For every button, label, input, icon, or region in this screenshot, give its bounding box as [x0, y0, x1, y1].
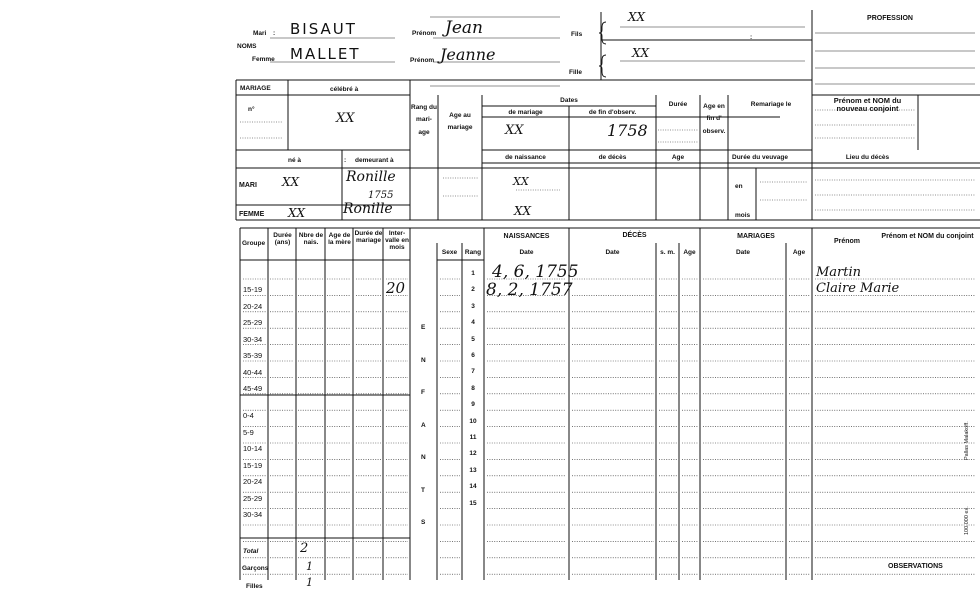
mariage-title: MARIAGE — [240, 85, 271, 92]
nbre-nais-header: Nbre de nais. — [298, 232, 324, 247]
rank-number: 1 — [471, 270, 475, 277]
colon-3: : — [344, 157, 347, 164]
mari-residence[interactable]: Ronille — [346, 169, 396, 185]
deces-header: DÉCÈS — [622, 232, 647, 239]
age-group-bottom: 20-24 — [243, 477, 263, 486]
wife-surname[interactable]: MALLET — [290, 45, 361, 63]
mari-label: Mari — [253, 30, 267, 37]
femme-label: Femme — [252, 56, 275, 63]
colon-2: : — [750, 34, 753, 41]
rank-number: 14 — [469, 483, 477, 491]
rang-mariage-label: Rang du mari- age — [411, 104, 437, 136]
de-mariage-label: de mariage — [508, 109, 543, 116]
no-label: n° — [248, 106, 255, 113]
age-group-top: 30-34 — [243, 334, 263, 344]
colon-1: : — [273, 30, 276, 37]
enfants-letter: N — [421, 454, 426, 461]
noms-label: NOMS — [237, 43, 257, 50]
age-group-top: 40-44 — [243, 367, 263, 377]
mois-label: mois — [735, 212, 751, 219]
sexe-header: Sexe — [441, 249, 458, 256]
enfants-letter: F — [421, 389, 425, 396]
age-group-bottom: 30-34 — [243, 510, 263, 519]
prenom-label-wife: Prénom — [410, 57, 435, 64]
sm-header: s. m. — [660, 249, 675, 256]
rank-number: 13 — [469, 466, 477, 474]
mariages-header: MARIAGES — [737, 233, 775, 240]
age-group-bottom: 10-14 — [243, 444, 263, 453]
enfants-letter: T — [421, 486, 425, 494]
naissances-header: NAISSANCES — [503, 233, 550, 240]
age-group-top: 25-29 — [243, 318, 263, 327]
mariage-place-mark[interactable]: XX — [336, 111, 355, 126]
mariages-date-header: Date — [735, 249, 751, 256]
duree-mariage-header: Durée de mariage — [354, 230, 383, 245]
mariages-age-header: Age — [792, 249, 806, 256]
total-label: Total — [243, 548, 259, 555]
dates-label: Dates — [560, 97, 578, 104]
femme-naissance-mark[interactable]: XX — [514, 204, 532, 218]
demeurant-label: demeurant à — [355, 157, 394, 164]
rank-number: 5 — [471, 335, 475, 343]
age-mere-header: Age de la mère — [328, 232, 351, 247]
celebre-label: célébré à — [330, 86, 359, 93]
garcons-value[interactable]: 1 — [306, 560, 313, 573]
age-group-bottom: 25-29 — [243, 493, 263, 503]
mari-birth-mark[interactable]: XX — [282, 175, 300, 189]
husband-surname[interactable]: BISAUT — [290, 20, 357, 38]
wife-firstname[interactable]: Jeanne — [440, 45, 496, 64]
fin-observ-year[interactable]: 1758 — [607, 121, 648, 140]
husband-firstname[interactable]: Jean — [445, 18, 483, 38]
profession-label: PROFESSION — [867, 15, 913, 22]
rank-number: 6 — [471, 352, 475, 359]
age-group-bottom: 0-4 — [243, 411, 254, 420]
observations-label: OBSERVATIONS — [888, 563, 943, 570]
femme-residence[interactable]: Ronille — [343, 201, 393, 217]
fils-mark[interactable]: XX — [628, 10, 646, 24]
age-group-bottom: 5-9 — [243, 427, 254, 437]
age-fin-label: Age en fin d' observ. — [702, 103, 726, 135]
duree-label: Durée — [668, 101, 688, 108]
intervalle-header: Inter- valle en mois — [385, 230, 409, 252]
fille-label: Fille — [569, 69, 583, 76]
age-group-top: 35-39 — [243, 351, 263, 360]
age-group-top: 45-49 — [243, 384, 263, 393]
enfants-letter: A — [421, 421, 426, 429]
enfants-letter: E — [421, 324, 426, 331]
rank-number: 10 — [469, 417, 477, 425]
age-group-top: 15-19 — [243, 285, 263, 294]
birth-date-1[interactable]: 4, 6, 1755 — [492, 262, 579, 282]
rank-number: 15 — [469, 499, 477, 507]
duree-veuvage-label: Durée du veuvage — [732, 154, 788, 161]
rang-header: Rang — [464, 249, 482, 256]
age-group-top: 20-24 — [243, 301, 263, 311]
mari-naissance-mark[interactable]: XX — [513, 175, 529, 188]
printer-text: Pallas Malakoff. — [964, 421, 970, 460]
mariage-date-mark[interactable]: XX — [505, 123, 524, 138]
filles-value[interactable]: 1 — [306, 576, 313, 589]
femme-birth-mark[interactable]: XX — [288, 206, 306, 220]
first-name-1[interactable]: Martin — [816, 265, 862, 280]
mari-row-label: MARI — [239, 182, 257, 189]
deces-age-header: Age — [683, 249, 696, 256]
rank-number: 2 — [471, 286, 475, 294]
rank-number: 12 — [469, 450, 477, 458]
naissances-date-header: Date — [519, 249, 534, 256]
prenom-header: Prénom — [833, 238, 861, 245]
rank-number: 11 — [469, 434, 477, 441]
total-value[interactable]: 2 — [300, 541, 309, 556]
deces-date-header: Date — [605, 249, 620, 256]
fille-mark[interactable]: XX — [632, 46, 650, 60]
filles-label: Filles — [246, 583, 263, 590]
femme-row-label: FEMME — [239, 211, 265, 218]
ne-a-label: né à — [288, 157, 302, 164]
groupe-header: Groupe — [242, 240, 266, 247]
garcons-label: Garçons — [242, 565, 269, 572]
rank-number: 7 — [471, 368, 475, 376]
mari-year[interactable]: 1755 — [368, 190, 394, 201]
remariage-label: Remariage le — [750, 101, 792, 108]
rank-number: 4 — [471, 319, 475, 327]
first-name-2[interactable]: Claire Marie — [816, 281, 900, 296]
fils-label: Fils — [571, 31, 583, 38]
birth-date-2[interactable]: 8, 2, 1757 — [486, 280, 573, 300]
age-group-bottom: 15-19 — [243, 460, 263, 470]
prenom-nom-label: Prénom et NOM du nouveau conjoint — [833, 96, 902, 114]
rank-number: 9 — [471, 401, 475, 409]
rank-number: 3 — [471, 302, 475, 310]
rank-number: 8 — [471, 384, 475, 392]
duree-ans-header: Durée (ans) — [273, 232, 292, 247]
copies-text: 100.000 ex. — [964, 506, 970, 535]
fin-observ-label: de fin d'observ. — [588, 109, 637, 116]
age-label2: Age — [671, 154, 685, 161]
interval-value[interactable]: 20 — [386, 279, 406, 297]
age-mariage-label: Age au mariage — [447, 112, 473, 132]
prenom-label-husband: Prénom — [412, 30, 437, 37]
lieu-deces-label: Lieu du décès — [845, 154, 890, 161]
prenom-nom-conjoint-header: Prénom et NOM du conjoint — [881, 233, 974, 240]
de-naissance-label: de naissance — [505, 154, 546, 161]
enfants-letter: S — [421, 519, 426, 526]
en-label: en — [735, 183, 743, 190]
enfants-letter: N — [421, 356, 426, 364]
de-deces-label: de décès — [598, 154, 627, 161]
